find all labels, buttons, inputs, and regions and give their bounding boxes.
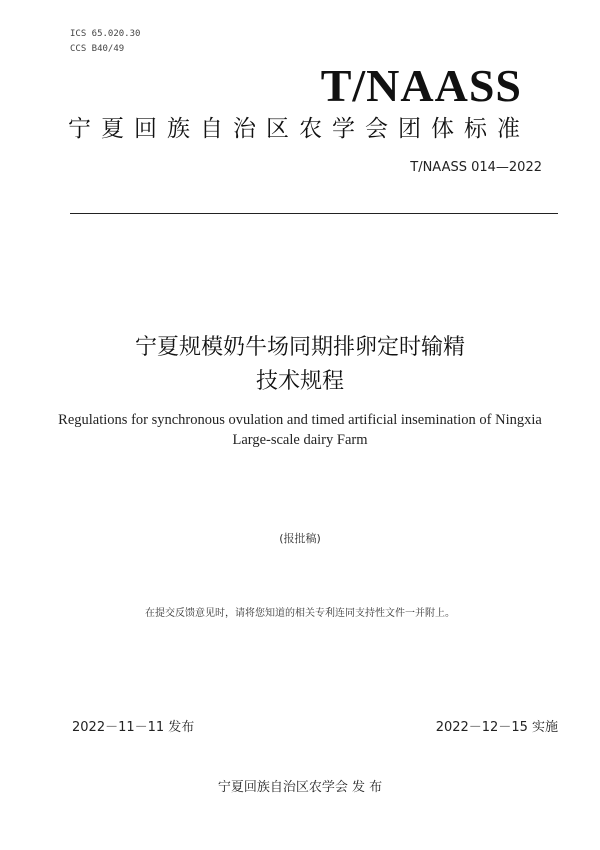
organization-title: 宁夏回族自治区农学会团体标准 — [68, 116, 530, 142]
patent-notice: 在提交反馈意见时，请将您知道的相关专利连同支持性文件一并附上。 — [145, 608, 455, 619]
implement-date: 2022－12－15 实施 — [435, 720, 558, 735]
english-title-line2: Large-scale dairy Farm — [232, 432, 368, 448]
english-title-line1: Regulations for synchronous ovulation and timed artificial insemination of Ningxia — [58, 412, 542, 428]
classification-codes — [70, 27, 140, 57]
ccs-code: CCS B40/49 — [70, 44, 125, 54]
issuer: 宁夏回族自治区农学会 发 布 — [217, 780, 383, 795]
document-title-line2: 技术规程 — [255, 369, 344, 394]
document-title-line1: 宁夏规模奶牛场同期排卵定时输精 — [134, 335, 465, 360]
standard-brand: T/NAASS — [320, 60, 522, 111]
publish-date: 2022－11－11 发布 — [72, 720, 195, 735]
draft-status: (报批稿) — [279, 532, 321, 545]
header-divider — [70, 213, 558, 214]
standard-number: T/NAASS 014—2022 — [410, 160, 542, 175]
ics-code: ICS 65.020.30 — [70, 29, 141, 39]
